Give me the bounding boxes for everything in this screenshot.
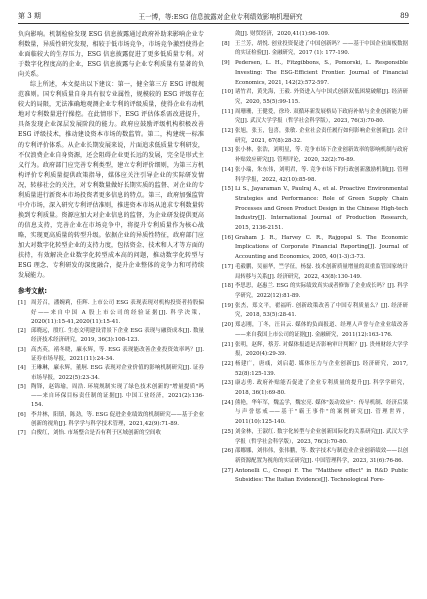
reference-number: [14]: [222, 166, 234, 173]
reference-item: [222, 447, 408, 466]
reference-item: [222, 467, 408, 486]
reference-item: [222, 360, 408, 379]
reference-item: [222, 166, 408, 185]
reference-number: [26]: [222, 448, 234, 455]
reference-text: Pedersen, L. H., Fitzgibbons, S., Pomorski, L. Responsible Investing: The ESG-Efficient Frontier. Journal of Financial Economics, 2021, 142(2):572-597.: [235, 60, 408, 86]
reference-item: [222, 146, 408, 165]
reference-text: 邵娜娜，刘伟伟，张伟鹏，等. 数字技术与制造业企业创新绩效——以创新资源配置为视角的实证研究[J]. 中国管理科学，2023, 31(6):76-86.: [235, 448, 408, 464]
references-heading: 参考文献:: [18, 287, 48, 296]
reference-list-left: [18, 299, 204, 438]
reference-number: [23]: [222, 380, 234, 387]
reference-item: [222, 234, 408, 263]
reference-item: [18, 429, 204, 438]
reference-number: [16]: [222, 234, 234, 241]
reference-text: 王琳琳，廉永辉，董舸. ESG 表现对企业价值的影响机制研究[J]. 证券市场导报，2022(5):23-34.: [31, 365, 204, 381]
reference-text: 李井林，阳镇，陈劲，等. ESG 促进企业绩效的机制研究——基于企业创新的视角[J]. 科学学与科学技术管理，2021,42(9):71-89.: [31, 411, 204, 428]
body-paragraph: 综上所述，本文提出以下建议：第一，健全第三方 ESG 评级规范准则。国专利质量自身具有很专业属性，规模较的 ESG 评级存在较大的局限，无法准确地观测企业专利的评级质量，使得企业有动机地对专利数量进行操控。在此情形下，ESG 评估体系需改进提升，具备发现企业深层发展阶段的能力。政府应鼓励评级机构积极改善 ESG 评级技术，推动建设资本市场的数监管。第二，构建统一标准的专利评价体系。从企业长期发展来说，片面追求低质量专利研发，不仅浪费企业自身资源，还会阻碍企业更长远的发展，完全是形式主义行为。政府部门应完善专利类型，建立专利评价细则，为第三方机构评价专利质量提供政策指导，媒体应关注引导企业的实际研发情况，转移社会的关注，对专利数量做好长期实质的监督、对企业的专利质量进行新资本市场投资者更多信息的特点。第三，政府加强监管中介市场，深入研究专利评估准则，推进资本市场从追求专利数量转换到专利质量。资源应加大对企业信息的监督，为企业研发提供更高的信息支持，完善企业在市场竞争中，将提升专利质量作为核心战略，实现更高质量的转型升级。依据企业的异质性特征，政府部门应加大对数字化转型企业的支持力度，包括资金、技术和人才等方面的扶持，有效解决企业数字化转型成本高的问题，推动数字化转型与 ESG 理念、专利研发的深度融合，提升企业整体的竞争力和可持续发展能力。: [18, 81, 204, 280]
reference-number: [24]: [222, 399, 234, 406]
reference-text: 邱晓远，殷红. 生态文明建设背景下企业 ESG 表现与融资成本[J]. 数量经济技术经济研究，2019, 36(3):108-123.: [31, 328, 204, 344]
reference-text: 张明，赵辉，蔡芳. 对媒体报道是否影响审计判断？[J]. 贵州财经大学学报，2020(4):29-39.: [235, 341, 408, 358]
reference-list-right: [222, 30, 408, 486]
reference-number: [11]: [222, 108, 234, 115]
reference-item: [222, 40, 408, 59]
reference-item: [18, 411, 204, 430]
reference-number: [222, 30, 235, 40]
reference-number: [1]: [18, 300, 26, 307]
reference-number: [2]: [18, 328, 26, 335]
reference-text: 郑志刚，丁冬，汪昌云. 媒体的负面报道、经理人声誉与企业业绩改善——来自我国上市公司的证据[J]. 金融研究，2011(12):163-176.: [235, 322, 408, 338]
reference-number: [18]: [222, 283, 234, 290]
reference-number: [4]: [18, 365, 26, 372]
reference-text: 康志勇. 政府补贴能否促进了企业专利质量的提升[J]. 科学学研究，2018, 36(1):69-80.: [235, 380, 408, 397]
reference-number: [17]: [222, 263, 234, 270]
reference-number: [15]: [222, 186, 234, 193]
reference-item: [222, 59, 408, 88]
reference-number: [12]: [222, 128, 234, 135]
reference-number: [9]: [222, 60, 230, 67]
reference-number: [19]: [222, 302, 234, 309]
reference-number: [5]: [18, 383, 26, 390]
reference-number: [21]: [222, 341, 234, 348]
reference-text: Li S., Jayaraman V., Paulraj A., et al. Proactive Environmental Strategies and Performance: Role of Green Supply Chain Processes and Green Product Design in the Chinese High-tech Industry[J]. International Journal of Production Research, 2015, 2136-2151.: [235, 186, 408, 232]
right-column: [222, 30, 408, 486]
reference-item: [18, 346, 204, 365]
reference-item: [18, 383, 204, 411]
reference-text: 白俊红，刘怡. 市场整合是否有利于区域创新的空间收: [31, 430, 161, 437]
reference-item: [222, 185, 408, 234]
reference-number: [27]: [222, 467, 234, 474]
reference-text: 张旭，张玉，包喜，张敏. 企业社会责任履行如何影响企业创新[J]. 会计研究，2021, 67(8):28-32.: [235, 128, 408, 144]
running-header: [18, 9, 409, 24]
reference-item: [222, 88, 408, 107]
reference-item: [222, 263, 408, 282]
reference-item: [222, 379, 408, 398]
reference-item: [222, 108, 408, 127]
reference-text: 周芳召，潘婉莉，佳辉. 上市公司 ESG 表现表现对机构投资者持股偏好——来自中国 A 股上市公司的经验证据[J]. 科学决策，2020(11):15-41,2020(11):15-41.: [31, 300, 204, 325]
issue-number: 第 3 期: [18, 12, 41, 20]
reference-text: 毛毅鹏，吴丽华，竺学征，杨磊. 技术创新质量增量的双重监管国家统计局转移与关系[J]. 经济研究，2022, 43(8):130-149.: [235, 263, 408, 280]
reference-number: [8]: [222, 40, 230, 47]
reference-number: [10]: [222, 89, 234, 96]
reference-item: [18, 299, 204, 327]
reference-number: [22]: [222, 360, 234, 367]
reference-text: Antonelli C., Crespi F. The "Matthew effect" in R&D Public Subsidies: The Italian Evidence[J]. Technological Fore-: [235, 467, 408, 484]
reference-item: [222, 321, 408, 340]
reference-text: 陶锋，赵锦瑜，周浩. 环境规制实现了绿色技术创新的"增量提质"吗——来自环保目标责任制的证据[J]. 中国工业经济，2021(2):136-154.: [31, 383, 204, 409]
reference-item: [222, 30, 408, 40]
reference-number: [13]: [222, 147, 234, 154]
reference-text: 张小瑞，朱东伟，刘明君，等. 竞争市场下的行政创新激励机制[J]. 管理科学学报，2022, 42(10):85-98.: [235, 166, 408, 183]
page-number: 89: [400, 12, 409, 20]
reference-text: 杨建广，唐彧，刘启超. 媒体压力与企业创新[J]. 经济研究，2017, 52(8):125-139.: [235, 360, 408, 377]
left-column: [18, 30, 204, 439]
reference-item: [222, 282, 408, 301]
reference-text: 高杰英，褚冬晓，廉永辉，等. ESG 表现能改善企业投资效率吗？[J]. 证券市场导报，2021(11):24-34.: [31, 346, 204, 362]
reference-text: 张杰，郑文平，翟福昕. 创新政策改善了中国专利质量么？[J]. 经济研究，2018, 53(5):28-41.: [235, 302, 408, 319]
reference-item: [222, 399, 408, 428]
reference-number: [25]: [222, 428, 234, 435]
reference-text: 张小林，张浩，刘明星，等. 竞争市场下企业创新效率的影响机制与政府补贴效应研究[J]. 管理评论，2020, 32(2):76-89.: [235, 147, 408, 164]
reference-number: [3]: [18, 346, 26, 353]
reference-text: 熊艳，华年军，魏孟学，魏宏亮. 媒体"轰动效应"：传导机制、经济后果与声誉惩戒——基于"霸王事件"的案例研究[J]. 管理世界，2011(10):125-140.: [235, 399, 408, 426]
reference-number: [7]: [18, 430, 26, 437]
reference-number: [6]: [18, 411, 26, 418]
reference-item: [222, 428, 408, 447]
reference-text: 王兰芳，胡悦. 创业投资促进了中国创新吗？——基于中国企业面板数据的实证检验[J]. 金融研究，2017 (1): 177-190.: [235, 40, 408, 57]
running-title: 王一博，等:ESG 信息披露对企业专利绩效影响机理研究: [138, 13, 303, 21]
reference-item: [222, 341, 408, 360]
reference-text: Graham J. R., Harvey C. R., Rajgopal S. The Economic Implications of Corporate Financial Reporting[J]. Journal of Accounting and Economics, 2005, 40(1-3):3-73.: [235, 234, 408, 261]
reference-item: [18, 327, 204, 346]
reference-item: [222, 302, 408, 321]
reference-text: 周珊珊，王健爱，徐玲. 双循环新发展格局下政府补贴与企业创新能力研究[J]. 武汉大学学报（哲学社会科学版），2023, 76(3):70-80.: [235, 108, 408, 125]
reference-item: [222, 127, 408, 146]
reference-text: 李思思，赵惠兰. ESG 的实际绩效真实或者修饰了企业成长吗？[J]. 科学学研究，2022(12):81-89.: [235, 283, 408, 299]
reference-number: [20]: [222, 322, 234, 329]
reference-item: [18, 364, 204, 383]
reference-text: 敛[J]. 财贸经济，2020,41(1):96-109.: [235, 31, 330, 37]
reference-text: 诸竹君，黄先海，王毅. 外资进入与中国式创新双低困境破解[J]. 经济研究，2020, 55(5):99-115.: [235, 89, 408, 105]
body-paragraph: 负向影响。机制检验发现 ESG 信息披露通过政府补助来影响企业专利数量，异质性研究发现，相较于低市场竞争，市场竞争激烈使得企业面临较大的生存压力，ESG 信息披露促进了更多低质量专利。对于数字化程度高的企业，ESG 信息披露与企业专利质量有显著的负向关系。: [18, 31, 204, 79]
reference-text: 刘金林，王淑红. 数字化转型与企业创新国际化的关系研究[J]. 武汉大学学报（哲学社会科学版），2023, 76(3):70-80.: [235, 428, 408, 445]
